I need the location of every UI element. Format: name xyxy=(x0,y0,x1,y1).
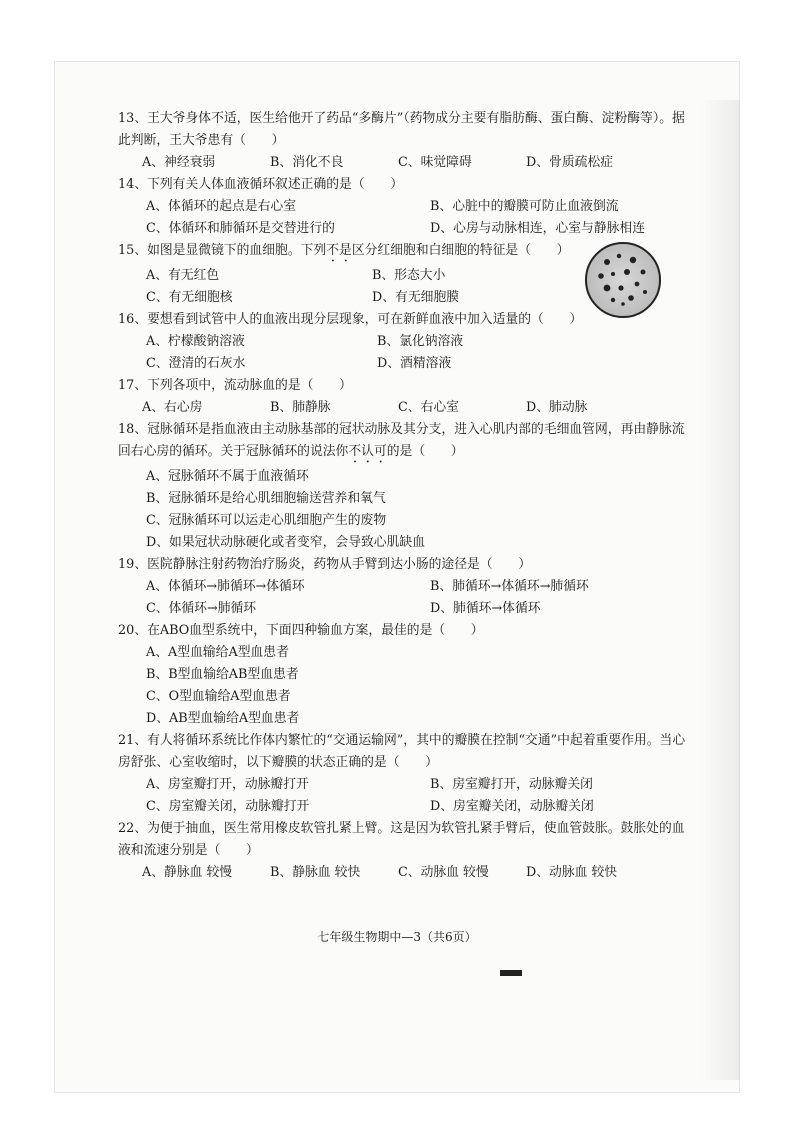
question-16-option-c: C、澄清的石灰水 xyxy=(146,356,246,371)
question-13-option-d: D、骨质疏松症 xyxy=(526,155,614,170)
question-14-option-d: D、心房与动脉相连，心室与静脉相连 xyxy=(430,221,646,236)
question-19-option-a: A、体循环→肺循环→体循环 xyxy=(146,579,305,594)
question-15-stem-post: 区分红细胞和白细胞的特征是（ ） xyxy=(351,243,570,258)
question-13-option-b: B、消化不良 xyxy=(270,155,344,170)
question-16-stem: 16、要想看到试管中人的血液出现分层现象，可在新鲜血液中加入适量的（ ） xyxy=(118,312,583,327)
question-13-option-c: C、味觉障碍 xyxy=(398,155,472,170)
question-22 xyxy=(118,818,694,884)
question-18-option-d: D、如果冠状动脉硬化或者变窄，会导致心肌缺血 xyxy=(146,535,425,550)
scan-mark xyxy=(500,970,522,976)
question-20-option-d: D、AB型血输给A型血患者 xyxy=(146,711,300,726)
question-14-option-c: C、体循环和肺循环是交替进行的 xyxy=(146,221,335,236)
question-19 xyxy=(118,554,694,620)
question-15 xyxy=(118,240,578,309)
question-18-option-b: B、冠脉循环是给心肌细胞输送营养和氧气 xyxy=(146,491,386,506)
question-21-option-c: C、房室瓣关闭，动脉瓣打开 xyxy=(146,799,310,814)
question-18-stem-pre: 18、冠脉循环是指血液由主动脉基部的冠状动脉及其分支，进入心肌内部的毛细血管网，再由静脉流回右心房的循环。关于冠脉循环的说法你 xyxy=(118,422,685,459)
question-21-stem: 21、有人将循环系统比作体内繁忙的“交通运输网”，其中的瓣膜在控制“交通”中起着重要作用。当心房舒张、心室收缩时，以下瓣膜的状态正确的是（ ） xyxy=(118,733,686,770)
question-19-options xyxy=(146,576,694,620)
question-19-stem: 19、医院静脉注射药物治疗肠炎，药物从手臂到达小肠的途径是（ ） xyxy=(118,557,531,572)
question-16 xyxy=(118,309,588,375)
question-13-option-a: A、神经衰弱 xyxy=(142,155,216,170)
question-14 xyxy=(118,174,694,240)
question-21-option-b: B、房室瓣打开，动脉瓣关闭 xyxy=(430,777,593,792)
question-list xyxy=(118,108,694,884)
question-15-stem-emphasis: 不是 xyxy=(326,243,352,258)
question-17-options xyxy=(142,397,694,419)
question-18 xyxy=(118,419,694,554)
question-22-option-b: B、静脉血 较快 xyxy=(270,865,361,880)
question-21-options xyxy=(146,774,694,818)
question-22-options xyxy=(142,862,694,884)
question-15-option-b: B、形态大小 xyxy=(372,268,446,283)
question-20-option-b: B、B型血输给AB型血患者 xyxy=(146,667,299,682)
question-22-option-d: D、动脉血 较快 xyxy=(526,865,618,880)
question-16-options xyxy=(146,331,588,375)
question-17-option-b: B、肺静脉 xyxy=(270,400,331,415)
question-18-stem-post: 的是（ ） xyxy=(386,444,464,459)
question-14-stem: 14、下列有关人体血液循环叙述正确的是（ ） xyxy=(118,177,404,192)
question-15-option-a: A、有无红色 xyxy=(146,268,220,283)
question-18-option-c: C、冠脉循环可以运走心肌细胞产生的废物 xyxy=(146,513,387,528)
question-15-stem-pre: 15、如图是显微镜下的血细胞。下列 xyxy=(118,243,327,258)
question-21-option-d: D、房室瓣关闭，动脉瓣关闭 xyxy=(430,799,594,814)
question-16-option-b: B、氯化钠溶液 xyxy=(377,334,464,349)
question-17-option-d: D、肺动脉 xyxy=(526,400,588,415)
question-18-option-a: A、冠脉循环不属于血液循环 xyxy=(146,469,309,484)
question-20-option-c: C、O型血输给A型血患者 xyxy=(146,689,291,704)
question-21 xyxy=(118,730,694,818)
question-20 xyxy=(118,620,694,730)
question-16-option-d: D、酒精溶液 xyxy=(377,356,452,371)
question-19-option-d: D、肺循环→体循环 xyxy=(430,601,541,616)
question-17 xyxy=(118,375,694,419)
question-18-stem-emphasis: 不认可 xyxy=(348,444,387,459)
question-17-stem: 17、下列各项中，流动脉血的是（ ） xyxy=(118,378,352,393)
question-15-option-c: C、有无细胞核 xyxy=(146,290,233,305)
question-19-option-c: C、体循环→肺循环 xyxy=(146,601,257,616)
page-footer: 七年级生物期中—3（共6页） xyxy=(317,930,477,944)
question-22-stem: 22、为便于抽血，医生常用橡皮软管扎紧上臂。这是因为软管扎紧手臂后，使血管鼓胀。鼓胀处的血液和流速分别是（ ） xyxy=(118,821,685,858)
question-18-stem xyxy=(118,419,694,466)
question-14-option-b: B、心脏中的瓣膜可防止血液倒流 xyxy=(430,199,619,214)
question-15-options xyxy=(146,265,578,309)
question-16-option-a: A、柠檬酸钠溶液 xyxy=(146,334,245,349)
question-17-option-a: A、右心房 xyxy=(142,400,203,415)
question-14-options xyxy=(146,196,694,240)
question-22-option-a: A、静脉血 较慢 xyxy=(142,865,233,880)
question-15-option-d: D、有无细胞膜 xyxy=(372,290,460,305)
question-22-option-c: C、动脉血 较慢 xyxy=(398,865,489,880)
question-13 xyxy=(118,108,694,174)
question-14-option-a: A、体循环的起点是右心室 xyxy=(146,199,297,214)
question-17-option-c: C、右心室 xyxy=(398,400,459,415)
question-13-options xyxy=(142,152,694,174)
question-15-stem xyxy=(118,240,578,265)
question-21-option-a: A、房室瓣打开，动脉瓣打开 xyxy=(146,777,309,792)
question-20-option-a: A、A型血输给A型血患者 xyxy=(146,645,289,660)
question-19-option-b: B、肺循环→体循环→肺循环 xyxy=(430,579,589,594)
question-13-stem: 13、王大爷身体不适，医生给他开了药品“多酶片”（药物成分主要有脂肪酶、蛋白酶、淀粉酶等）。据此判断，王大爷患有（ ） xyxy=(118,111,685,148)
question-20-stem: 20、在ABO血型系统中，下面四种输血方案，最佳的是（ ） xyxy=(118,623,484,638)
